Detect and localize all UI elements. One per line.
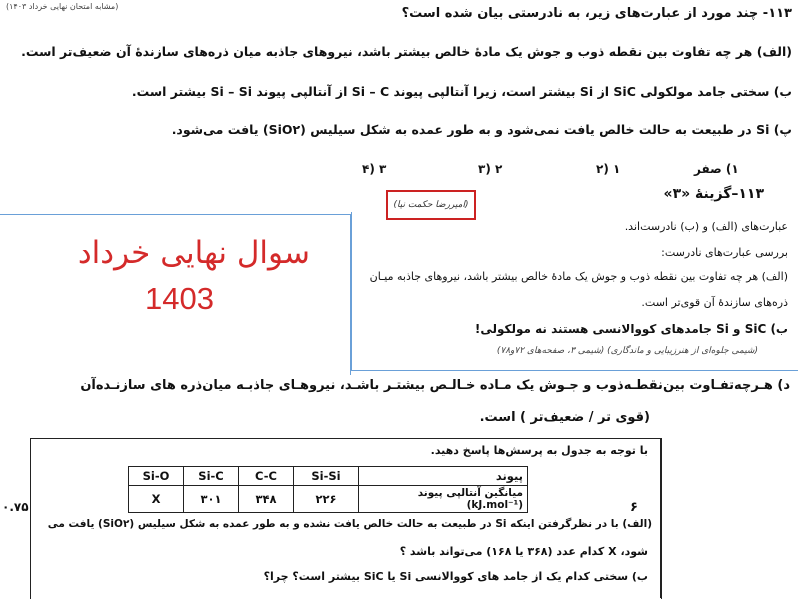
option-4: ۴) ۳ <box>362 162 387 176</box>
table-header-row <box>129 467 528 486</box>
answer-line-2: بررسی عبارت‌های نادرست: <box>661 246 788 259</box>
overlay-year: 1403 <box>145 281 214 316</box>
enthalpy-table <box>128 466 528 513</box>
table-cell: ۲۲۶ <box>294 486 359 513</box>
question-title: ۱۱۳- چند مورد از عبارت‌های زیر، به نادرستی بیان شده است؟ <box>401 6 792 21</box>
question-statement-c: پ) Si در طبیعت به حالت خالص یافت نمی‌شود و به طور عمده به شکل سیلیس (SiO۲) یافت می‌شود. <box>171 122 792 137</box>
answer-line-5: ب) SiC و Si جامدهای کووالانسی هستند نه مولکولی! <box>474 322 788 336</box>
table-cell: میانگین آنتالپی پیوند (kJ.mol⁻¹) <box>359 486 528 513</box>
answer-reference: (شیمی جلوه‌ای از هنر‌زیبایی و ماندگاری) (شیمی ۳، صفحه‌های ۷۲و۷۸) <box>496 346 758 356</box>
exam-score: ۰.۷۵ <box>2 500 29 514</box>
question-statement-b: ب) سختی جامد مولکولی SiC از Si بیشتر است، زیرا آنتالپی پیوند Si – C از آنتالپی پیوند Si – Si بیشتر است. <box>131 84 792 99</box>
table-cell: X <box>129 486 184 513</box>
exam-intro: با توجه به جدول به پرسش‌ها پاسخ دهید. <box>430 444 648 457</box>
overlay-title: سوال نهایی خرداد <box>77 235 310 271</box>
table-cell: C-C <box>239 467 294 486</box>
option-2: ۲) ۱ <box>596 162 621 176</box>
answer-block <box>351 212 798 371</box>
table-cell: Si-Si <box>294 467 359 486</box>
overlay-panel <box>0 214 351 375</box>
table-cell: Si-C <box>184 467 239 486</box>
table-cell: ۳۰۱ <box>184 486 239 513</box>
question-statement-a: (الف) هر چه تفاوت بین نقطه ذوب و جوش یک مادهٔ خالص بیشتر باشد، نیروهای جاذبه میان ذره‌های سازندهٔ آن ضعیف‌تر است. <box>21 44 792 59</box>
table-cell: ۳۴۸ <box>239 486 294 513</box>
source-note: (مشابه امتحان نهایی خرداد ۱۴۰۳) <box>6 2 119 11</box>
exam-divider <box>660 438 662 598</box>
table-cell: پیوند <box>359 467 528 486</box>
table-cell: Si-O <box>129 467 184 486</box>
exam-question-number: ۶ <box>630 500 638 515</box>
exam-question-b: ب) سختی کدام یک از جامد های کووالانسی Si یا SiC بیشتر است؟ چرا؟ <box>263 570 648 583</box>
exam-question-a-line-1: (الف) با در نظرگرفتن اینکه Si در طبیعت به حالت خالص یافت نشده و به طور عمده به شکل سیلیس (SiO۲) یافت می <box>47 518 652 530</box>
option-1: ۱) صفر <box>694 162 739 176</box>
answer-line-1: عبارت‌های (الف) و (ب) نادرست‌اند. <box>624 220 788 233</box>
table-row <box>129 486 528 513</box>
answer-heading: ۱۱۳–گزینهٔ «۳» <box>663 186 764 202</box>
option-3: ۳) ۲ <box>478 162 503 176</box>
statement-d-line-1: د) هـرچه‌تفـاوت بین‌نقطـه‌ذوب و جـوش یک مـاده‌ خـالـص بیشتـر باشـد، نیروهـای جاذبـه میان‌ذره‌ های سازنـده‌آن <box>80 378 790 393</box>
author-tag: (امیررضا حکمت نیا) <box>386 190 476 220</box>
statement-d-line-2: (قوی تر / ضعیف‌تر ) است. <box>479 410 650 425</box>
answer-line-3: (الف) هر چه تفاوت بین نقطه ذوب و جوش یک مادهٔ خالص بیشتر باشد، نیروهای جاذبه میـان <box>369 270 788 283</box>
exam-question-a-line-2: شود، X کدام عدد (۳۶۸ یا ۱۶۸) می‌تواند باشد ؟ <box>399 545 648 558</box>
answer-line-4: ذره‌های سازندهٔ آن قوی‌تر است. <box>641 296 788 309</box>
